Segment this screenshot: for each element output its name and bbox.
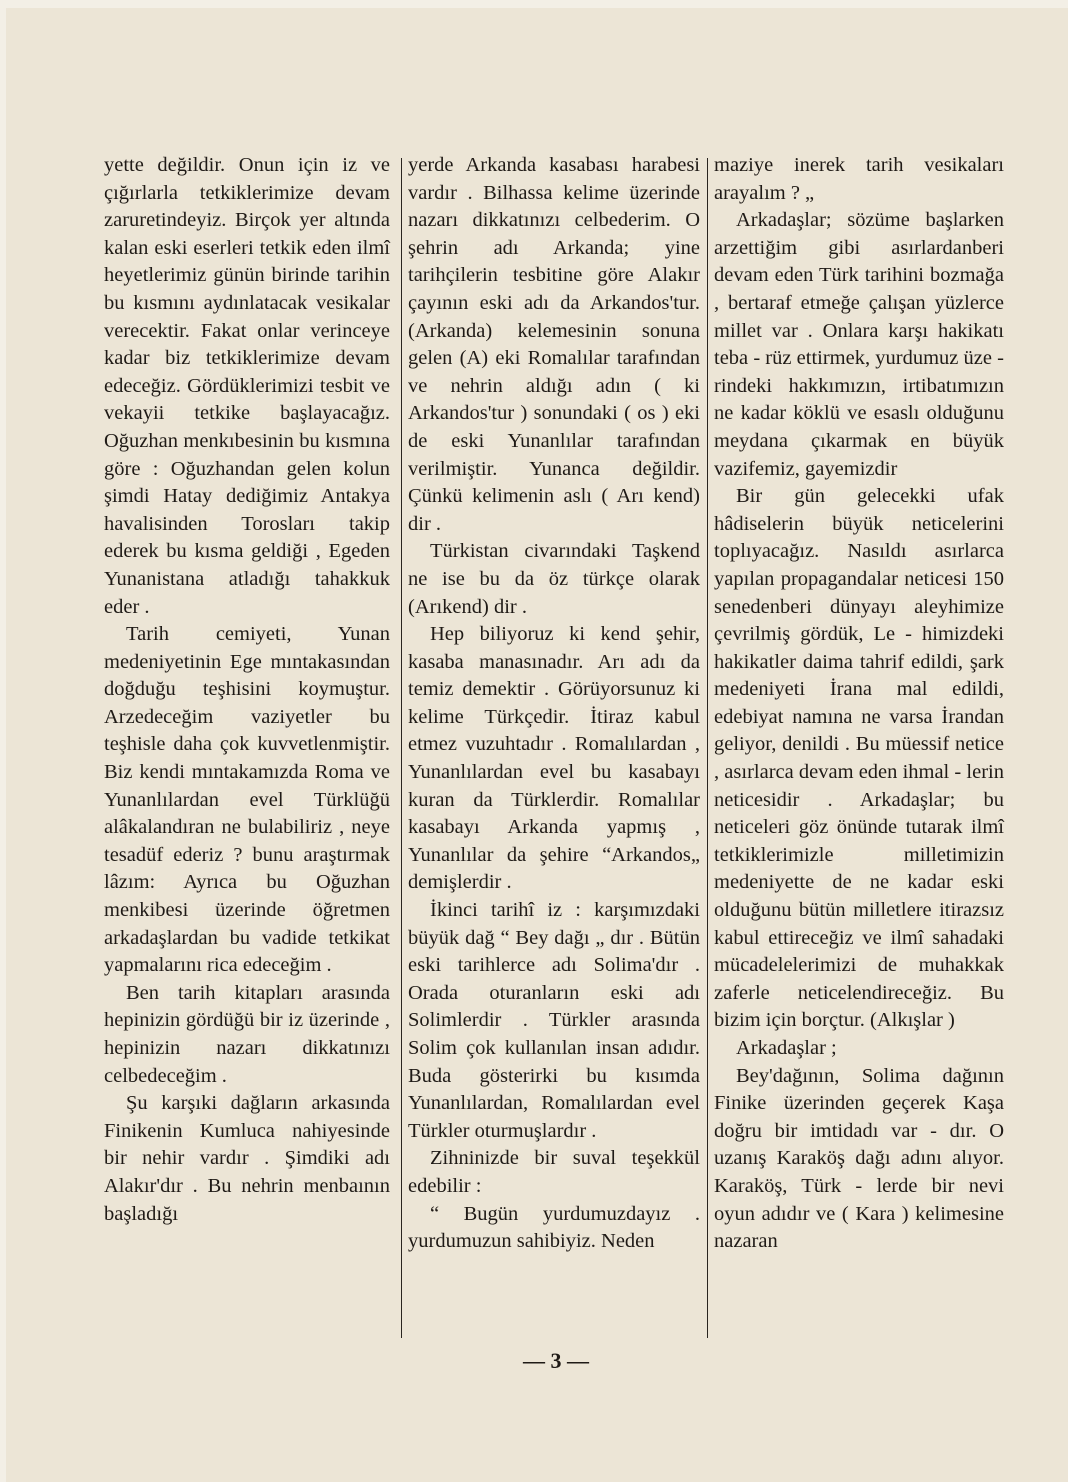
- paragraph: Arkadaşlar ;: [736, 1037, 837, 1059]
- paragraph: Zihninizde bir suval teşekkül edebilir :: [408, 1147, 700, 1197]
- page-number: — 3 —: [523, 1348, 589, 1373]
- paragraph: Türkistan civarındaki Taşkend ne ise bu da öz türkçe olarak (Arıkend) dir .: [408, 540, 700, 618]
- paragraph: Ben tarih kitapları arasında hepinizin gördüğü bir iz üzerinde , hepinizin nazarı dikkatınızı celbedeceğim .: [104, 981, 390, 1087]
- text-column-1: [104, 152, 390, 1228]
- text-column-3: [714, 152, 1004, 1256]
- paragraph: Tarih cemiyeti, Yunan medeniyetinin Ege mıntakasından doğduğu teşhisini koymuştur. Arzedeceğim vaziyetler bu teşhisle daha çok kuvvetlenmiştir. Biz kendi mıntakamızda Roma ve Yunanlılardan evel Türklüğü alâkalandıran ne bulabiliriz , neye tesadüf ederiz ? bunu araştırmak lâzım: Ayrıca bu Oğuzhan menkibesi üzerinde öğretmen arkadaşlardan bu vadide tetkikat yapmalarını rica edeceğim .: [104, 623, 390, 977]
- paragraph: yette değildir. Onun için iz ve çığırlarla tetkiklerimize devam zaruretindeyiz. Birçok yer altında kalan eski eserleri tetkik eden ilmî heyetlerimiz günün birinde tarihin bu kısmını aydınlatacak vesikalar verecektir. Fakat onlar verinceye kadar biz tetkiklerimize devam edeceğiz. Gördüklerimizi tesbit ve vekayii tetkike başlayacağız. Oğuzhan menkıbesinin bu kısmına göre : Oğuzhandan gelen kolun şimdi Hatay dediğimiz Antakya havalisinden Torosları takip ederek bu kısma geldiği , Egeden Yunanistana atladığı tahakkuk eder .: [104, 154, 390, 618]
- paragraph: yerde Arkanda kasabası harabesi vardır . Bilhassa kelime üzerinde nazarı dikkatınızı celbederim. O şehrin adı Arkanda; yine tarihçilerin tesbitine göre Alakır çayının eski adı da Arkandos'tur. (Arkanda) kelemesinin sonuna gelen (A) eki Romalılar tarafından ve nehrin aldığı adın ( ki Arkandos'tur ) sonundaki ( os ) eki de eski Yunanlılar tarafından verilmiştir. Yunanca değildir. Çünkü kelimenin aslı ( Arı kend) dir .: [408, 154, 700, 535]
- paragraph: “ Bugün yurdumuzdayız . yurdumuzun sahibiyiz. Neden: [408, 1202, 700, 1253]
- paragraph: Arkadaşlar; sözüme başlarken arzettiğim gibi asırlardanberi devam eden Türk tarihini bozmağa , bertaraf etmeğe çalışan yüzlerce millet var . Onlara karşı hakikatı teba - rüz ettirmek, yurdumuz üze - rindeki hakkımızın, irtibatımızın ne kadar köklü ve esaslı olduğunu meydana çıkarmak en büyük vazifemiz, gayemizdir: [714, 209, 1004, 480]
- paragraph: maziye inerek tarih vesikaları arayalım ? „: [714, 154, 1004, 204]
- paragraph: Şu karşıki dağların arkasında Finikenin Kumluca nahiyesinde bir nehir vardır . Şimdiki adı Alakır'dır . Bu nehrin menbaının başladığı: [104, 1092, 390, 1225]
- paragraph: İkinci tarihî iz : karşımızdaki büyük dağ “ Bey dağı „ dır . Bütün eski tarihlerce adı Solima'dır . Orada oturanların eski adı Solimlerdir . Türkler arasında Solim çok kullanılan insan adıdır. Buda gösterirki bu kısımda Yunanlılardan, Romalılardan evel Türkler oturmuşlardır .: [408, 899, 700, 1142]
- text-column-2: [408, 152, 700, 1256]
- paragraph: Bey'dağının, Solima dağının Finike üzerinden geçerek Kaşa doğru bir imtidadı var - dır. O uzanış Karaköş dağı adını alıyor. Karaköş, Türk - lerde bir nevi oyun adıdır ve ( Kara ) kelimesine nazaran: [714, 1064, 1004, 1253]
- column-divider: [707, 158, 708, 1338]
- column-divider: [401, 158, 402, 1338]
- paragraph: Hep biliyoruz ki kend şehir, kasaba manasınadır. Arı adı da temiz demektir . Görüyorsunuz ki kelime Türkçedir. İtiraz kabul etmez vuzuhtadır . Romalılardan , Yunanlılardan evel bu kasabayı kuran da Türklerdir. Romalılar kasabayı Arkanda yapmış , Yunanlılar da şehire “Arkandos„ demişlerdir .: [408, 623, 700, 894]
- paragraph: Bir gün gelecekki ufak hâdiselerin büyük neticelerini toplıyacağız. Nasıldı asırlarca yapılan propagandalar neticesi 150 senedenberi dünyayı aleyhimize çevrilmiş gördük, Le - himizdeki hakikatler daima tahrif edildi, şark medeniyeti İrana mal edildi, edebiyat namına ne varsa İrandan geliyor, denildi . Bu müessif netice , asırlarca devam eden ihmal - lerin neticesidir . Arkadaşlar; bu neticeleri göz önünde tutarak ilmî tetkiklerimizle milletimizin medeniyette de ne kadar eski olduğunu bütün milletlere itirazsız kabul ettireceğiz ve ilmî sahadaki mücadelelerimizi de muhakkak zaferle neticelendireceğiz. Bu bizim için borçtur. (Alkışlar ): [714, 485, 1004, 1032]
